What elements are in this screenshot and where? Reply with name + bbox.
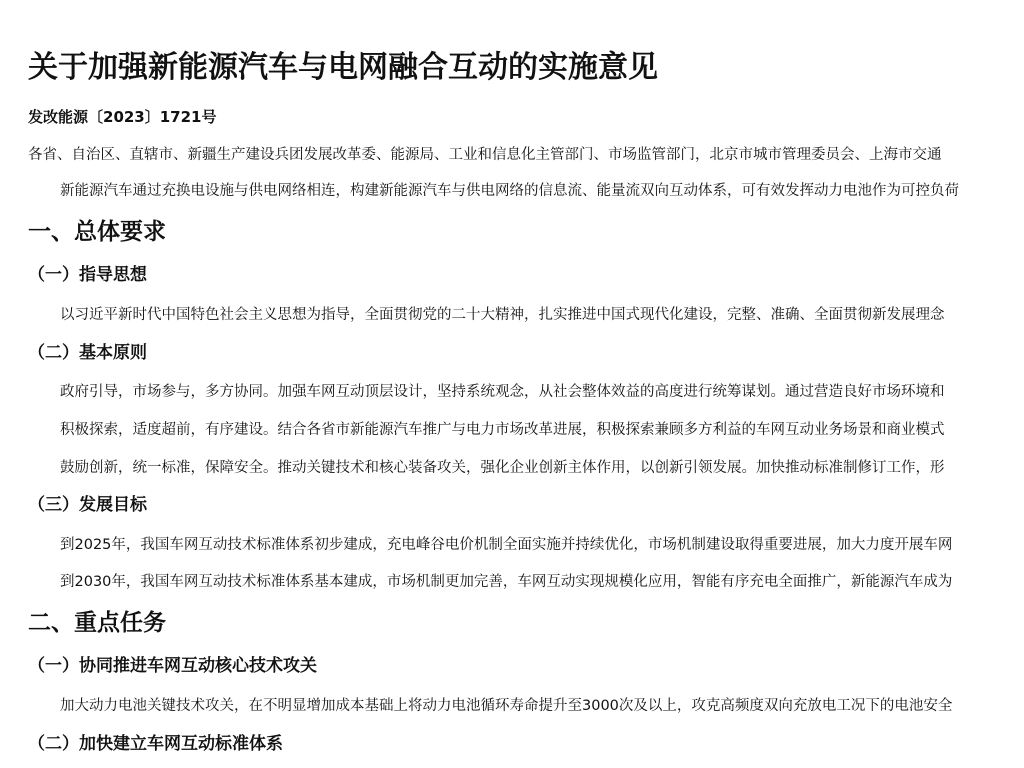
paragraph-goal-2030: 到2030年，我国车网互动技术标准体系基本建成，市场机制更加完善，车网互动实现规模化应用，智能有序充电全面推广，新能源汽车成为 [60,574,953,590]
recipients-paragraph: 各省、自治区、直辖市、新疆生产建设兵团发展改革委、能源局、工业和信息化主管部门、市场监管部门，北京市城市管理委员会、上海市交通 [28,147,942,163]
paragraph-principle-2: 积极探索，适度超前，有序建设。结合各省市新能源汽车推广与电力市场改革进展，积极探索兼顾多方利益的车网互动业务场景和商业模式 [60,422,945,438]
subsection-heading-basic-principles: （二）基本原则 [28,343,147,363]
subsection-heading-core-technology: （一）协同推进车网互动核心技术攻关 [28,656,317,676]
paragraph-principle-1: 政府引导，市场参与，多方协同。加强车网互动顶层设计，坚持系统观念，从社会整体效益的高度进行统筹谋划。通过营造良好市场环境和 [60,384,945,400]
section-heading-key-tasks: 二、重点任务 [28,610,166,636]
document-title: 关于加强新能源汽车与电网融合互动的实施意见 [28,50,658,85]
intro-paragraph: 新能源汽车通过充换电设施与供电网络相连，构建新能源汽车与供电网络的信息流、能量流双向互动体系，可有效发挥动力电池作为可控负荷 [60,183,959,199]
section-heading-general-requirements: 一、总体要求 [28,219,166,245]
subsection-heading-standard-system: （二）加快建立车网互动标准体系 [28,734,283,754]
document-number: 发改能源〔2023〕1721号 [28,108,217,126]
paragraph-guiding-ideology: 以习近平新时代中国特色社会主义思想为指导，全面贯彻党的二十大精神，扎实推进中国式现代化建设，完整、准确、全面贯彻新发展理念 [60,307,945,323]
paragraph-goal-2025: 到2025年，我国车网互动技术标准体系初步建成，充电峰谷电价机制全面实施并持续优化，市场机制建设取得重要进展，加大力度开展车网 [60,537,953,553]
subsection-heading-guiding-ideology: （一）指导思想 [28,265,147,285]
subsection-heading-development-goals: （三）发展目标 [28,495,147,515]
paragraph-core-technology: 加大动力电池关键技术攻关，在不明显增加成本基础上将动力电池循环寿命提升至3000次及以上，攻克高频度双向充放电工况下的电池安全 [60,698,953,714]
paragraph-principle-3: 鼓励创新，统一标准，保障安全。推动关键技术和核心装备攻关，强化企业创新主体作用，以创新引领发展。加快推动标准制修订工作，形 [60,460,945,476]
